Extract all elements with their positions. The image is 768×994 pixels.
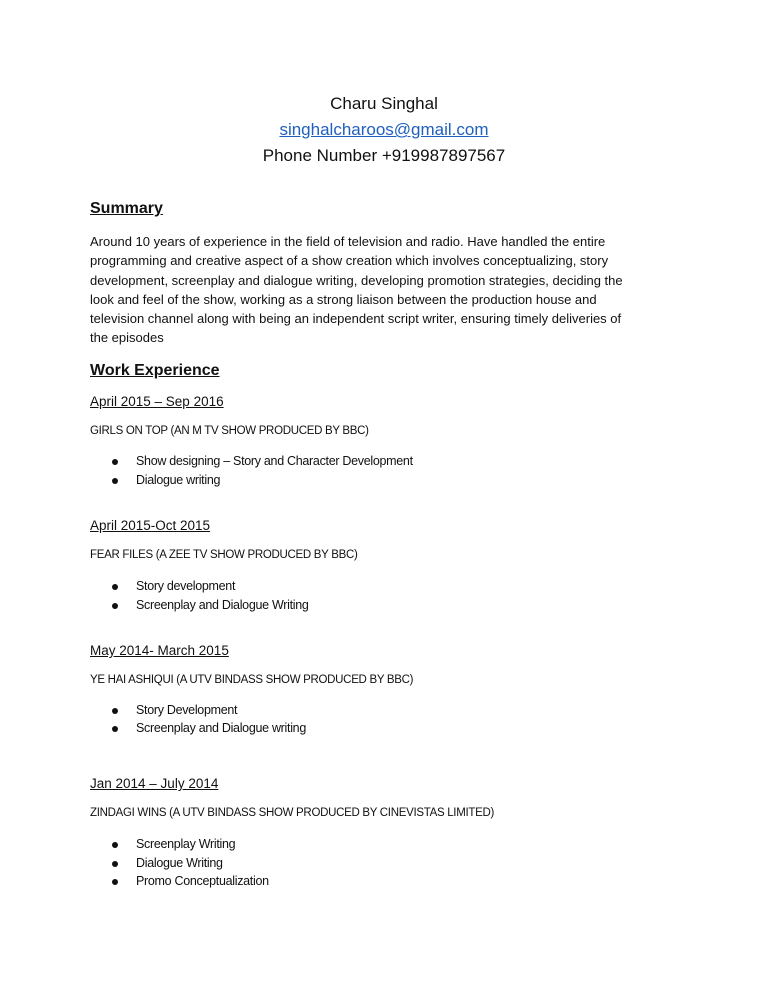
- job-title: ZINDAGI WINS (A UTV BINDASS SHOW PRODUCED BY CINEVISTAS LIMITED): [90, 807, 495, 819]
- bullet-icon: [112, 708, 118, 714]
- bullet-icon: [112, 879, 118, 885]
- bullet-icon: [112, 603, 118, 609]
- bullet-icon: [112, 842, 118, 848]
- work-experience-heading: Work Experience: [90, 362, 220, 379]
- email-link[interactable]: singhalcharoos@gmail.com: [279, 120, 489, 139]
- summary-paragraph: [90, 232, 680, 348]
- summary-heading: Summary: [90, 200, 163, 217]
- job-title: GIRLS ON TOP (AN M TV SHOW PRODUCED BY BBC): [90, 425, 369, 437]
- phone-number: Phone Number +919987897567: [262, 146, 506, 165]
- bullet-icon: [112, 861, 118, 867]
- summary-line: look and feel of the show, working as a strong liaison between the production house and: [90, 291, 597, 307]
- candidate-name: Charu Singhal: [330, 94, 438, 113]
- email-line: [0, 120, 768, 140]
- job-date: April 2015 – Sep 2016: [90, 394, 224, 409]
- job-title: FEAR FILES (A ZEE TV SHOW PRODUCED BY BBC): [90, 549, 358, 561]
- summary-line: the episodes: [90, 330, 164, 346]
- bullet-icon: [112, 584, 118, 590]
- summary-line: Around 10 years of experience in the field of television and radio. Have handled the entire: [90, 234, 606, 249]
- summary-line: television channel along with being an independent script writer, ensuring timely deliveries of: [90, 311, 622, 327]
- job-date: April 2015-Oct 2015: [90, 518, 211, 533]
- bullet-icon: [112, 459, 118, 465]
- summary-line: development, screenplay and dialogue writing, developing promotion strategies, deciding the: [90, 272, 623, 288]
- job-date: Jan 2014 – July 2014: [90, 776, 219, 791]
- job-date: May 2014- March 2015: [90, 643, 229, 658]
- bullet-icon: [112, 478, 118, 484]
- bullet-icon: [112, 726, 118, 732]
- resume-page: Charu Singhal singhalcharoos@gmail.com Phone Number +919987897567 Summary Around 10 years of experience in the field of television and radio. Have handled the entire programming and creative aspect of a show creation which involves conceptualizing, story development, screenplay and dialogue writing, developing promotion strategies, deciding the look and feel of the show, working as a strong liaison between the production house and television channel along with being an independent script writer, ensuring timely deliveries of the episodes Work Experience April 2015 – Sep 2016 GIRLS ON TOP (AN M TV SHOW PRODUCED BY BBC) Show designing – Story and Character Development Dialogue writing April 2015-Oct 2015 FEAR FILES (A ZEE TV SHOW PRODUCED BY BBC) Story development Screenplay and Dialogue Writing May 2014- March 2015 YE HAI ASHIQUI (A UTV BINDASS SHOW PRODUCED BY BBC) Story Development Screenplay and Dialogue writing Jan 2014 – July 2014 ZINDAGI WINS (A UTV BINDASS SHOW PRODUCED BY CINEVISTAS LIMITED) Screenplay Writing Dialogue Writing Promo Conceptualization: [0, 0, 768, 994]
- job-title: YE HAI ASHIQUI (A UTV BINDASS SHOW PRODUCED BY BBC): [90, 674, 414, 686]
- summary-line: programming and creative aspect of a show creation which involves conceptualizing, story: [90, 253, 609, 269]
